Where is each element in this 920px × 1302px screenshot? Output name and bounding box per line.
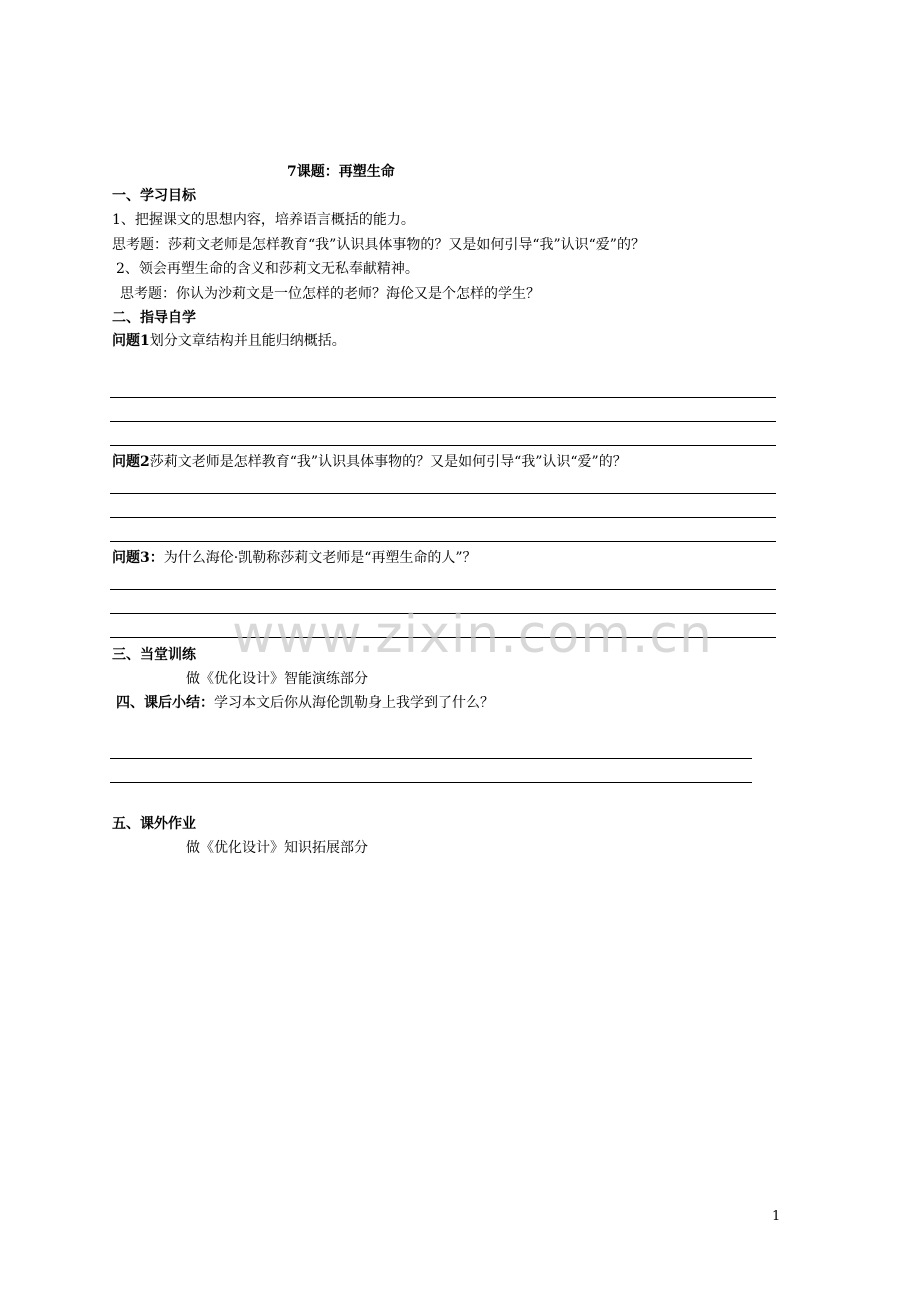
question-1 bbox=[112, 331, 346, 351]
question-3 bbox=[112, 548, 477, 568]
question-1-text: 划分文章结构并且能归纳概括。 bbox=[149, 333, 346, 349]
answer-line[interactable] bbox=[110, 397, 776, 398]
answer-line[interactable] bbox=[110, 589, 776, 590]
page-number: 1 bbox=[772, 1209, 781, 1224]
summary-text: 学习本文后你从海伦凯勒身上我学到了什么？ bbox=[214, 695, 494, 711]
answer-line[interactable] bbox=[110, 517, 776, 518]
section-heading-objectives: 一、学习目标 bbox=[112, 188, 196, 204]
section-heading-self-study: 二、指导自学 bbox=[112, 310, 196, 326]
question-2 bbox=[112, 452, 627, 472]
question-2-label: 问题2 bbox=[112, 454, 150, 470]
section-heading-practice: 三、当堂训练 bbox=[112, 647, 196, 663]
question-1-label: 问题1 bbox=[112, 333, 150, 349]
answer-line[interactable] bbox=[110, 445, 776, 446]
page-title: 7课题：再塑生命 bbox=[287, 164, 395, 180]
question-3-text: 为什么海伦·凯勒称莎莉文老师是“再塑生命的人”？ bbox=[163, 550, 477, 566]
section-heading-homework: 五、课外作业 bbox=[112, 816, 196, 832]
summary-prompt bbox=[116, 693, 494, 713]
section-heading-summary: 四、课后小结： bbox=[116, 695, 214, 711]
objective-question-2: 思考题：你认为沙莉文是一位怎样的老师？海伦又是个怎样的学生？ bbox=[120, 286, 540, 302]
homework-text: 做《优化设计》知识拓展部分 bbox=[186, 840, 368, 856]
answer-line[interactable] bbox=[110, 493, 776, 494]
objective-question-1: 思考题：莎莉文老师是怎样教育“我”认识具体事物的？又是如何引导“我”认识“爱”的？ bbox=[112, 237, 645, 253]
answer-line[interactable] bbox=[110, 421, 776, 422]
answer-line[interactable] bbox=[110, 782, 752, 783]
question-3-label: 问题3： bbox=[112, 550, 164, 566]
answer-line[interactable] bbox=[110, 758, 752, 759]
practice-text: 做《优化设计》智能演练部分 bbox=[186, 671, 368, 687]
objective-item-2: 2、领会再塑生命的含义和莎莉文无私奉献精神。 bbox=[116, 261, 419, 277]
question-2-text: 莎莉文老师是怎样教育“我”认识具体事物的？又是如何引导“我”认识“爱”的？ bbox=[149, 454, 627, 470]
objective-item-1: 1、把握课文的思想内容，培养语言概括的能力。 bbox=[112, 212, 415, 228]
watermark: www.zixin.com.cn bbox=[232, 605, 713, 665]
answer-line[interactable] bbox=[110, 541, 776, 542]
